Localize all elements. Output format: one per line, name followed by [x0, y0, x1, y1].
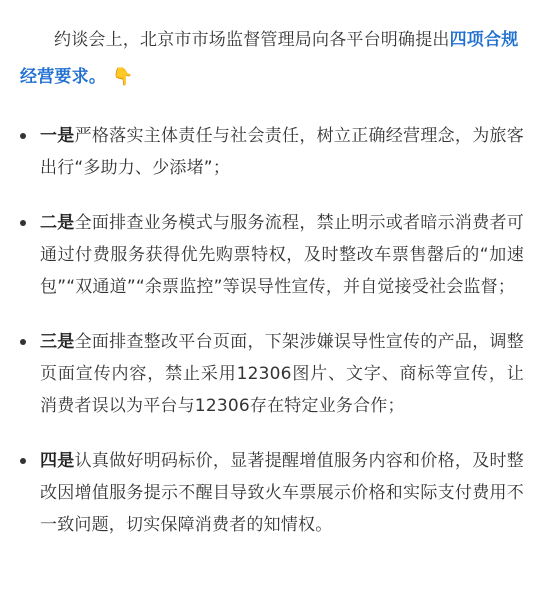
list-item	[20, 120, 524, 184]
bullet-icon	[20, 133, 26, 139]
pointing-down-icon: 👇	[112, 67, 134, 87]
list-item	[20, 207, 524, 303]
intro-end: 。	[88, 67, 107, 87]
item-lead: 三是	[40, 332, 75, 352]
item-lead: 四是	[40, 451, 75, 471]
item-text: 严格落实主体责任与社会责任，树立正确经营理念，为旅客出行“多助力、少添堵”；	[40, 126, 524, 178]
intro-text: 约谈会上，北京市市场监督管理局向各平台明确提出	[54, 30, 450, 50]
list-item	[20, 445, 524, 541]
intro-highlight: 四项合规经营要求	[20, 30, 519, 87]
item-text: 全面排查业务模式与服务流程，禁止明示或者暗示消费者可通过付费服务获得优先购票特权，及时整改车票售罄后的“加速包”“双通道”“余票监控”等误导性宣传，并自觉接受社会监督；	[40, 213, 524, 297]
intro-paragraph	[20, 22, 524, 96]
list-item	[20, 326, 524, 422]
requirements-list	[20, 120, 524, 541]
item-text: 全面排查整改平台页面，下架涉嫌误导性宣传的产品，调整页面宣传内容，禁止采用12306图片、文字、商标等宣传，让消费者误以为平台与12306存在特定业务合作；	[40, 332, 524, 416]
bullet-icon	[20, 339, 26, 345]
bullet-icon	[20, 458, 26, 464]
bullet-icon	[20, 220, 26, 226]
item-text: 认真做好明码标价，显著提醒增值服务内容和价格，及时整改因增值服务提示不醒目导致火车票展示价格和实际支付费用不一致问题，切实保障消费者的知情权。	[40, 451, 524, 535]
item-lead: 二是	[40, 213, 75, 233]
item-lead: 一是	[40, 126, 75, 146]
